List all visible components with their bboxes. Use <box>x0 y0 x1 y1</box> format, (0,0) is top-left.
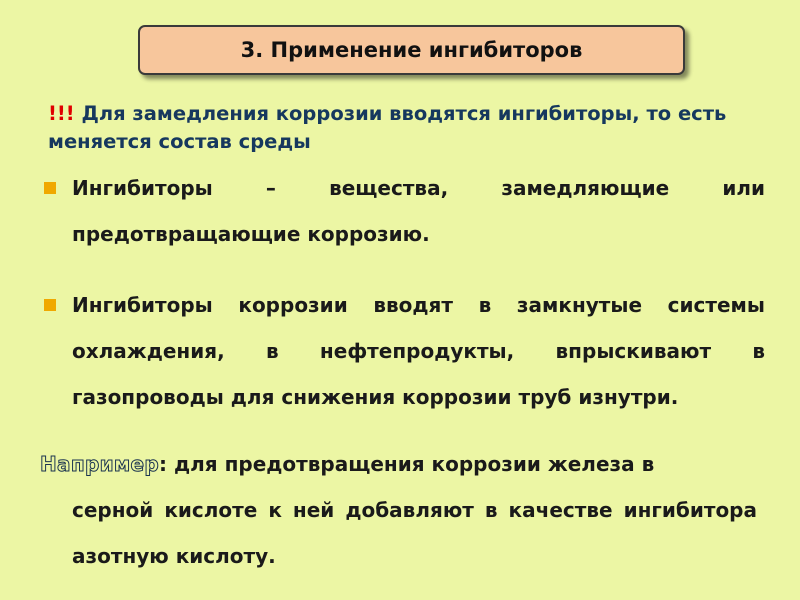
slide-title: 3. Применение ингибиторов <box>240 38 583 62</box>
bullet-square-icon <box>44 299 56 311</box>
example-label: Например <box>40 452 160 476</box>
example-rest: серной кислоте к ней добавляют в качестве ингибитора азотную кислоту. <box>72 498 757 568</box>
slide-title-box <box>138 25 685 75</box>
intro-text: Для замедления коррозии вводятся ингибиторы, то есть меняется состав среды <box>48 102 727 153</box>
bullet-text-2: Ингибиторы коррозии вводят в замкнутые системы охлаждения, в нефтепродукты, впрыскивают в газопроводы для снижения коррозии труб изнутри. <box>72 293 765 409</box>
example-line1: : для предотвращения коррозии железа в <box>159 452 655 476</box>
example-first-line <box>40 441 757 487</box>
bullet-text-1: Ингибиторы – вещества, замедляющие или предотвращающие коррозию. <box>72 176 765 246</box>
bullet-square-icon <box>44 182 56 194</box>
intro-note <box>48 100 768 156</box>
exclamation-marks: !!! <box>48 102 75 125</box>
example-paragraph <box>40 441 757 579</box>
